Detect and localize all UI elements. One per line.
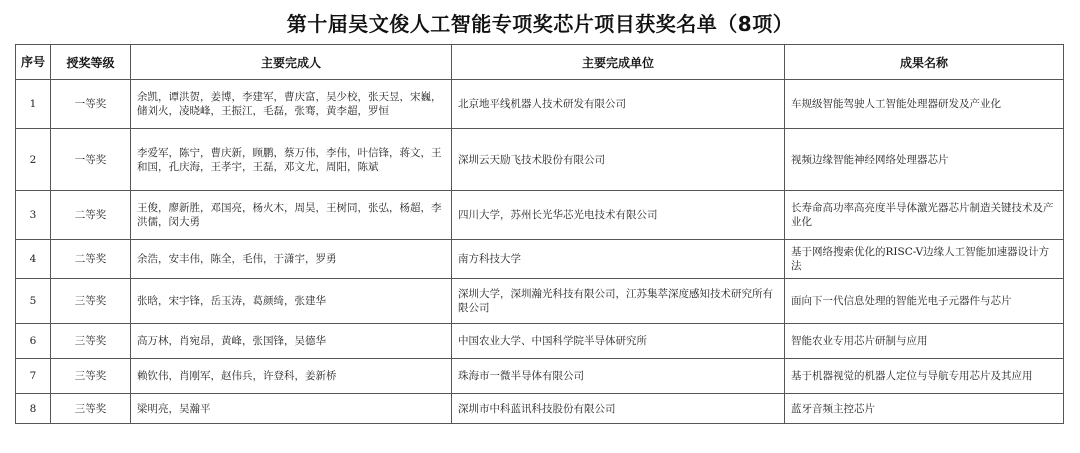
- cell-result: 长寿命高功率高亮度半导体激光器芯片制造关键技术及产业化: [785, 191, 1064, 240]
- table-row: [16, 80, 1064, 129]
- cell-no: 2: [16, 129, 51, 191]
- cell-people: 高万林，肖宛昂，黄峰，张国锋，吴德华: [131, 324, 452, 359]
- table-row: [16, 191, 1064, 240]
- cell-people: 赖钦伟，肖刚军，赵伟兵，许登科，姜新桥: [131, 359, 452, 394]
- table-row: [16, 240, 1064, 279]
- cell-people: 余浩，安丰伟，陈全，毛伟，于潇宇，罗勇: [131, 240, 452, 279]
- cell-units: 深圳云天励飞技术股份有限公司: [452, 129, 785, 191]
- cell-result: 面向下一代信息处理的智能光电子元器件与芯片: [785, 279, 1064, 324]
- cell-people: 李爱军，陈宁，曹庆新，顾鹏，蔡万伟，李伟，叶信锋，蒋文，王和国，孔庆海，王孝宇，王磊，邓文尤，周阳，陈斌: [131, 129, 452, 191]
- cell-level: 三等奖: [51, 279, 131, 324]
- cell-people: 张晗，宋宇锋，岳玉涛，葛颜绮，张建华: [131, 279, 452, 324]
- cell-no: 5: [16, 279, 51, 324]
- cell-result: 车规级智能驾驶人工智能处理器研发及产业化: [785, 80, 1064, 129]
- cell-no: 4: [16, 240, 51, 279]
- cell-units: 南方科技大学: [452, 240, 785, 279]
- cell-result: 智能农业专用芯片研制与应用: [785, 324, 1064, 359]
- header-people: 主要完成人: [131, 45, 452, 80]
- header-level: 授奖等级: [51, 45, 131, 80]
- cell-no: 8: [16, 394, 51, 424]
- cell-units: 四川大学，苏州长光华芯光电技术有限公司: [452, 191, 785, 240]
- cell-no: 6: [16, 324, 51, 359]
- cell-level: 二等奖: [51, 191, 131, 240]
- cell-result: 视频边缘智能神经网络处理器芯片: [785, 129, 1064, 191]
- cell-units: 中国农业大学、中国科学院半导体研究所: [452, 324, 785, 359]
- cell-people: 梁明亮，吴瀚平: [131, 394, 452, 424]
- cell-units: 深圳市中科蓝讯科技股份有限公司: [452, 394, 785, 424]
- cell-units: 珠海市一微半导体有限公司: [452, 359, 785, 394]
- table-row: [16, 129, 1064, 191]
- cell-no: 7: [16, 359, 51, 394]
- cell-result: 基于机器视觉的机器人定位与导航专用芯片及其应用: [785, 359, 1064, 394]
- cell-level: 三等奖: [51, 359, 131, 394]
- cell-result: 蓝牙音频主控芯片: [785, 394, 1064, 424]
- header-units: 主要完成单位: [452, 45, 785, 80]
- table-row: [16, 279, 1064, 324]
- cell-result: 基于网络搜索优化的RISC-V边缘人工智能加速器设计方法: [785, 240, 1064, 279]
- cell-level: 三等奖: [51, 394, 131, 424]
- cell-level: 一等奖: [51, 129, 131, 191]
- page-title: 第十届吴文俊人工智能专项奖芯片项目获奖名单（8项）: [286, 12, 794, 36]
- cell-people: 余凯，谭洪贺，姜博，李建军，曹庆富，吴少校，张天昱，宋巍，储刘火，凌晓峰，王振江，毛磊，张骞，黄李超，罗恒: [131, 80, 452, 129]
- table-row: [16, 394, 1064, 424]
- header-no: 序号: [16, 45, 51, 80]
- cell-level: 一等奖: [51, 80, 131, 129]
- cell-units: 北京地平线机器人技术研发有限公司: [452, 80, 785, 129]
- cell-level: 三等奖: [51, 324, 131, 359]
- award-table: [15, 44, 1064, 424]
- cell-no: 3: [16, 191, 51, 240]
- table-row: [16, 324, 1064, 359]
- header-result: 成果名称: [785, 45, 1064, 80]
- cell-units: 深圳大学，深圳瀚光科技有限公司，江苏集萃深度感知技术研究所有限公司: [452, 279, 785, 324]
- cell-no: 1: [16, 80, 51, 129]
- cell-people: 王俊，廖新胜，邓国亮，杨火木，周昊，王树同，张弘，杨超，李洪儒，闵大勇: [131, 191, 452, 240]
- table-row: [16, 359, 1064, 394]
- table-header-row: [16, 45, 1064, 80]
- cell-level: 二等奖: [51, 240, 131, 279]
